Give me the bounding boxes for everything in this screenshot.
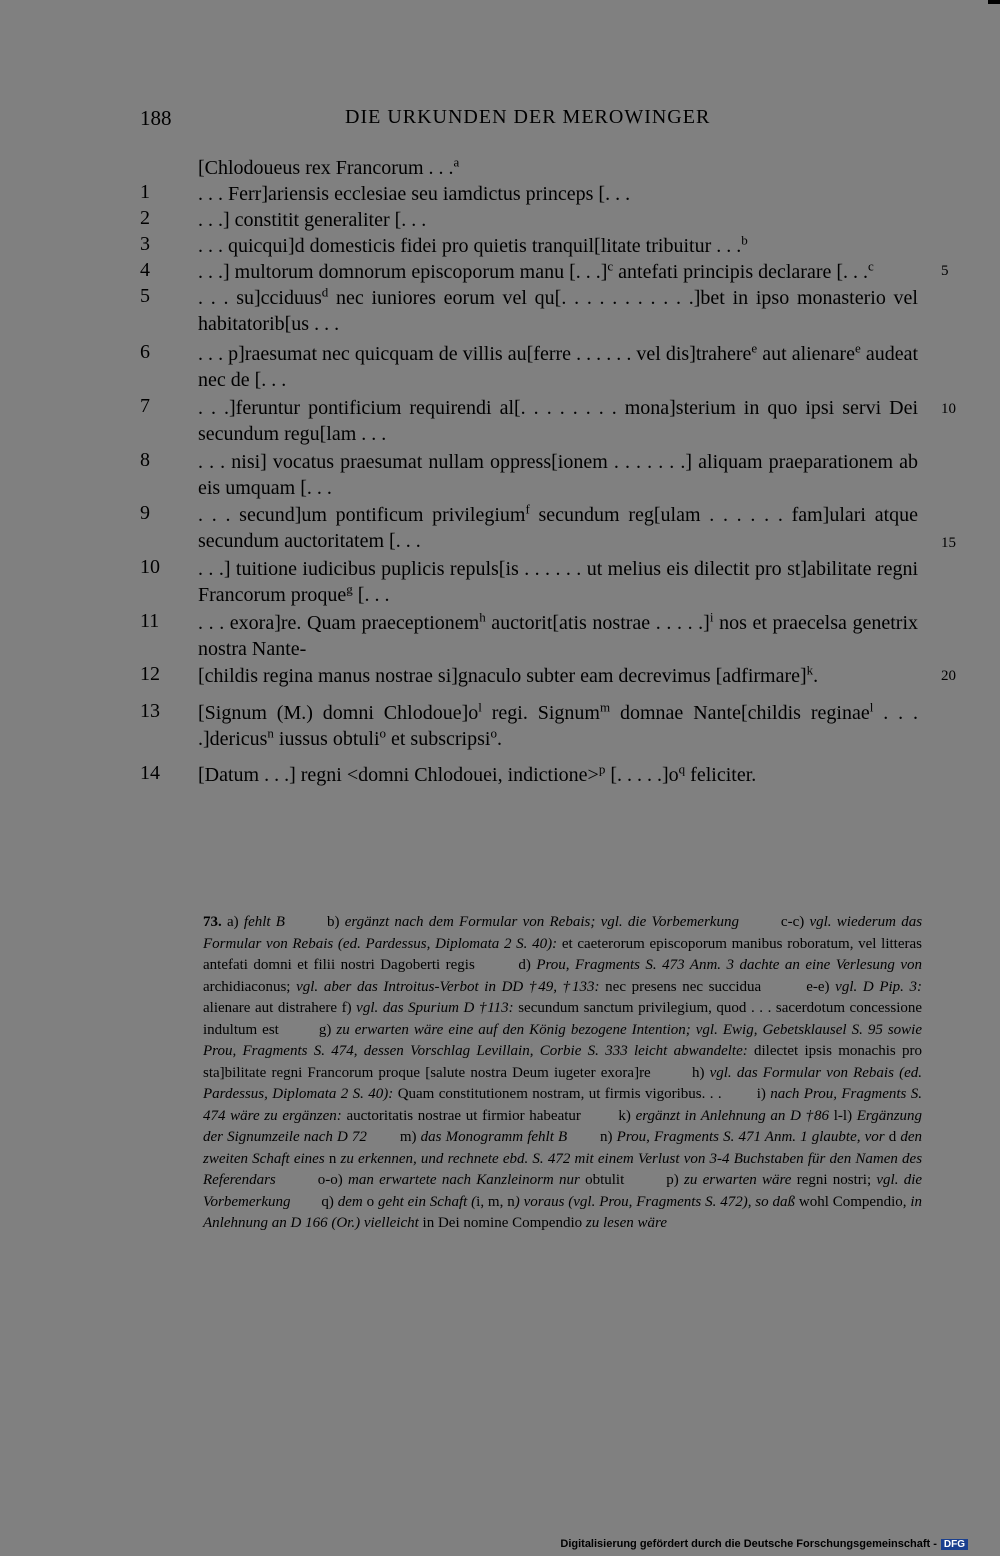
note-text: vgl. aber das Introitus-Verbot in DD †49, †133: [296,978,600,995]
line-number: 11 [140,610,160,632]
line-text: . . . p]raesumat nec quicquam de villis au[ferre . . . . . . vel dis]trahere [198,343,752,365]
note-text: ergänzt in Anlehnung an D †86 [635,1107,830,1124]
line-number: 4 [140,259,150,281]
footnote-marker: q [678,761,686,777]
line-text: [Signum (M.) domni Chlodoue]o [198,702,479,724]
note-label: i) [756,1086,766,1102]
note-label: q) [321,1193,334,1210]
line-text: . . . .]dericus [198,702,919,750]
margin-line-count: 15 [941,535,956,551]
document-number: 73. [203,914,222,930]
line-text: . . .] multorum domnorum episcoporum manu [. . .] [198,261,608,283]
footnote-marker: m [599,699,611,715]
footnote-marker: i [709,609,714,625]
footnote-marker: h [479,609,486,625]
line-text: auctorit[atis nostrae . . . . .] [485,612,710,634]
note-label: b) [326,914,340,930]
line-text: domnae Nante[childis reginae [610,702,870,724]
note-quote: d [888,1129,897,1145]
line-text: et subscripsi [386,728,491,750]
note-text: Prou, Fragments S. 473 Anm. 3 dachte an eine Verlesung von [536,957,923,973]
note-quote: regni nostri; [796,1172,872,1188]
note-text: vgl. das Spurium D †113: [356,1000,514,1016]
footnote-marker: c [607,258,614,274]
line-number: 7 [140,395,150,417]
line-text: [. . . . .]o [605,764,679,786]
line-text: . . . su]cciduus [198,287,322,309]
footnote-marker: c [868,258,874,274]
line-number: 1 [140,181,150,203]
line-number: 13 [140,700,160,722]
footnote-marker: e [751,340,758,356]
note-text: vgl. D Pip. 3: [835,978,923,995]
footnote-marker: e [854,340,861,356]
note-label: h) [691,1064,705,1081]
footnote-marker: p [598,761,606,777]
note-label: k) [618,1107,631,1124]
line-number: 9 [140,502,150,524]
line-text: [. . . [352,584,390,606]
footnote-marker: l [478,699,482,715]
note-text: ergänzt nach dem Formular von Rebais; vgl. die Vorbemerkung [344,914,739,930]
footnote-marker: g [346,581,353,597]
margin-line-count: 20 [941,668,956,684]
line-text: feliciter. [685,764,757,786]
critical-apparatus [203,912,922,1235]
note-text: dem [337,1193,363,1210]
note-text: vgl. wiederum das Formular von Rebais (ed. Pardessus, Diplomata 2 S. 40): [203,914,923,952]
note-text: nach Prou, Fragments S. 474 wäre zu ergänzen: [203,1086,923,1124]
footnote-marker: n [267,725,274,741]
line-number: 8 [140,449,150,471]
footnote-marker: k [806,662,814,678]
note-quote: wohl [798,1193,829,1210]
note-text: vgl. das Formular von Rebais (ed. Pardessus, Diplomata 2 S. 40): [203,1064,922,1102]
note-text: ) voraus (vgl. Prou, Fragments S. 472), so daß [514,1193,796,1210]
note-quote: archidiaconus; [203,978,291,995]
note-text: man erwartete nach Kanzleinorm nur [348,1172,580,1188]
note-quote: Compendio, [832,1193,907,1210]
line-text: . . .]feruntur pontificium requirendi al[. . . . . . . . mona]sterium in quo ipsi servi Dei secundum regu[lam . . . [198,397,918,445]
note-quote: n [328,1150,337,1167]
line-number: 14 [140,762,160,784]
line-text: aut alienare [757,343,855,365]
line-text: [childis regina manus nostrae si]gnaculo subter eam decrevimus [adfirmare] [198,665,807,687]
note-quote: dilectet ipsis monachis pro sta]bilitate regni Francorum proque [salute nostra Deum iugeter exora]re [203,1043,922,1081]
line-text: secundum reg[ulam . . . . . . fam]ulari atque secundum auctoritatem [. . . [198,504,919,552]
note-quote: o [366,1193,375,1210]
note-text: zu erwarten wäre eine auf den König bezogene Intention; vgl. Ewig, Gebetsklausel S. 95 sowie Prou, Fragments S. 474, dessen Vorschlag Levillain, Corbie S. 333 leicht abwandelte: [203,1021,923,1059]
line-text: audeat nec de [. . . [198,343,919,391]
line-text: . . .] tuitione iudicibus puplicis repuls[is . . . . . . ut melius eis dilectit pro st]abilitate regni Francorum proque [198,558,918,606]
note-quote: et caeterorum episcoporum manibus roboratum, vel litteras antefati domni et filii nostri Dagoberti regis [203,935,922,973]
note-quote: i, m, n [476,1193,515,1210]
line-text: antefati principis declarare [. . . [613,261,869,283]
line-text: [Datum . . .] regni <domni Chlodouei, indictione> [198,764,599,786]
line-number: 2 [140,207,150,229]
line-number: 12 [140,663,160,685]
line-text: . [813,665,819,687]
line-text: nec iuniores eorum vel qu[. . . . . . . . . . .]bet in ipso monasterio vel habitatorib[us . . . [198,287,918,335]
note-text: in Anlehnung an D 166 (Or.) vielleicht [203,1193,923,1231]
footnote-marker: a [453,154,460,170]
note-label: d) [518,957,531,973]
note-label: m) [399,1129,417,1145]
note-text: den zweiten Schaft eines [203,1129,923,1167]
line-text: . . .] constitit generaliter [. . . [198,209,427,231]
note-text: das Monogramm fehlt B [420,1129,568,1145]
margin-line-count: 5 [941,263,949,279]
note-text: fehlt B [243,914,285,930]
note-quote: Quam constitutionem nostram, ut firmis vigoribus. . . [397,1086,722,1102]
footnote-marker: l [869,699,874,715]
note-label: c-c) [780,914,805,930]
line-text: . [496,728,502,750]
running-head: DIE URKUNDEN DER MEROWINGER [345,106,711,128]
line-text: . . . nisi] vocatus praesumat nullam oppress[ionem . . . . . . .] aliquam praeparationem ab eis umquam [. . . [198,451,918,499]
intitulatio-text: [Chlodoueus rex Francorum . . . [198,157,454,179]
line-text: . . . quicqui]d domesticis fidei pro quietis tranquil[litate tribuitur . . . [198,235,742,257]
credit-text: Digitalisierung gefördert durch die Deutsche Forschungsgemeinschaft - [560,1538,937,1550]
margin-line-count: 10 [941,401,956,417]
note-quote: in Dei nomine Compendio [422,1215,583,1231]
note-label: n) [600,1129,613,1145]
note-label: a) [227,914,239,930]
digitization-credit [560,1538,968,1550]
note-quote: auctoritatis nostrae ut firmior habeatur [346,1107,581,1124]
note-text: zu erwarten wäre [684,1172,792,1188]
note-label: l-l) [833,1107,853,1124]
footnote-marker: d [321,284,329,300]
dfg-logo: DFG [941,1539,968,1550]
footnote-marker: o [379,725,386,741]
note-label: p) [666,1172,679,1188]
line-text: . . . exora]re. Quam praeceptionem [198,612,480,634]
line-text: . . . Ferr]ariensis ecclesiae seu iamdictus princeps [. . . [198,183,631,205]
note-label: o-o) [317,1172,343,1188]
note-text: zu lesen wäre [585,1215,667,1231]
note-text: Ergänzung der Signumzeile nach D 72 [203,1107,923,1145]
footnote-marker: b [741,232,748,248]
note-quote: nec presens nec succidua [605,978,762,995]
line-number: 6 [140,341,150,363]
line-number: 5 [140,285,150,307]
page-number: 188 [140,106,172,130]
line-number: 3 [140,233,150,255]
line-text: iussus obtuli [273,728,380,750]
note-label: e-e) [806,978,830,995]
note-label: g) [318,1021,332,1038]
corner-mark [988,0,1000,4]
line-text: . . . secund]um pontificum privilegium [198,504,526,526]
note-text: geht ein Schaft ( [377,1193,477,1210]
note-text: vgl. die Vorbemerkung [203,1172,923,1210]
line-text: nos et praecelsa genetrix nostra Nante- [198,612,918,660]
footnote-marker: f [525,501,530,517]
footnote-marker: o [490,725,497,741]
line-text: regi. Signum [481,702,600,724]
note-text: Prou, Fragments S. 471 Anm. 1 glaubte, vor [616,1129,885,1145]
note-label: f) [341,1000,352,1016]
note-quote: secundum sanctum privilegium, quod . . . sacerdotum concessione indultum est [203,1000,923,1038]
note-quote: obtulit [585,1172,625,1188]
note-quote: alienare aut distrahere [203,1000,338,1016]
note-text: zu erkennen, und rechnete ebd. S. 472 mit einem Verlust von 3-4 Buchstaben für den Namen des Referendars [203,1150,923,1188]
line-number: 10 [140,556,160,578]
